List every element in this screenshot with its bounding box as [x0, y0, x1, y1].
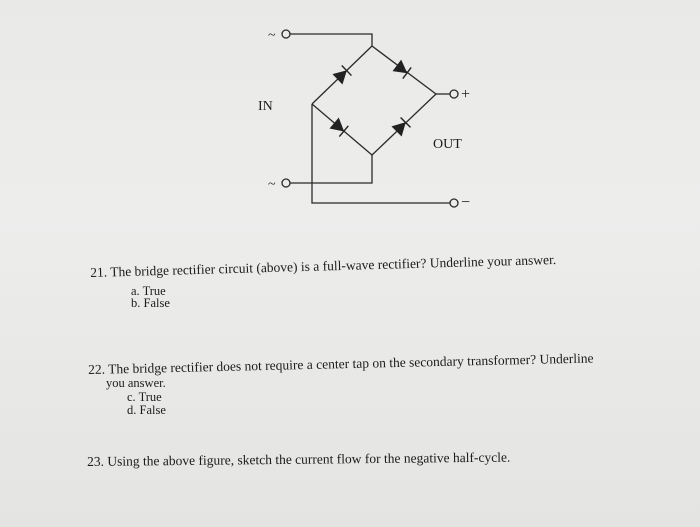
- in-label: IN: [258, 99, 273, 114]
- diode-top-right: [393, 60, 411, 78]
- question-21-option-a: a. True: [131, 284, 166, 298]
- question-22-option-c: c. True: [127, 390, 162, 404]
- negative-terminal: [450, 199, 458, 207]
- ac-top-terminal: [282, 30, 290, 38]
- ac-top-symbol: ~: [268, 28, 276, 43]
- minus-label: −: [461, 194, 471, 211]
- out-label: OUT: [433, 137, 462, 152]
- question-23-text: 23. Using the above figure, sketch the current flow for the negative half-cycle.: [87, 449, 511, 469]
- question-22-line2: you answer.: [106, 376, 166, 390]
- question-21-option-b: b. False: [131, 296, 170, 310]
- ac-bottom-symbol: ~: [268, 177, 276, 192]
- negative-output-wire: [312, 187, 450, 203]
- question-22-text: 22. The bridge rectifier does not require a center tap on the secondary transformer? Underline: [88, 350, 594, 377]
- top-input-wire: [290, 34, 372, 46]
- positive-terminal: [450, 90, 458, 98]
- plus-label: +: [461, 86, 471, 103]
- bottom-input-wire: [290, 155, 372, 183]
- ac-bottom-terminal: [282, 179, 290, 187]
- question-22-option-d: d. False: [127, 403, 166, 417]
- bridge-rectifier-diagram: [0, 0, 700, 260]
- question-21-text: 21. The bridge rectifier circuit (above) is a full-wave rectifier? Underline your answer.: [90, 251, 557, 280]
